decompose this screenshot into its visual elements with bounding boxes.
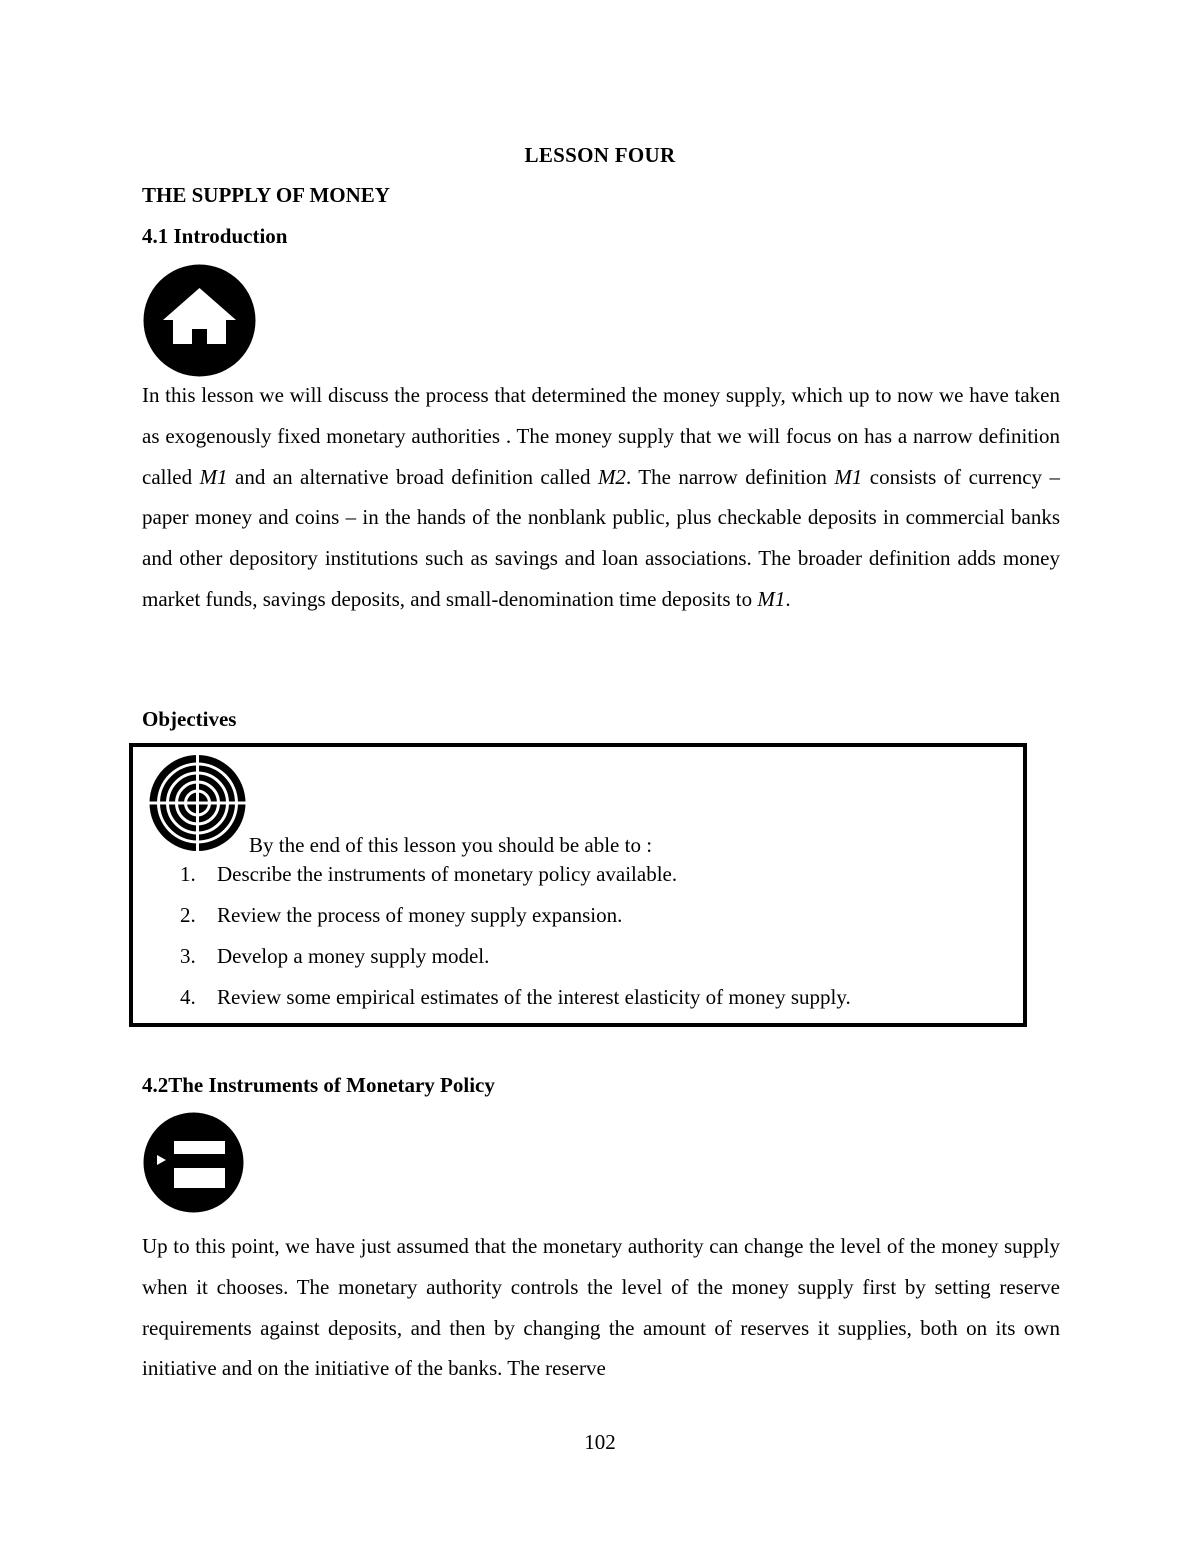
instruments-paragraph: Up to this point, we have just assumed that the monetary authority can change the level of the money supply when it chooses. The monetary authority controls the level of the money supply first by setting reserve requirements against deposits, and then by changing the amount of reserves it supplies, both on its own initiative and on the initiative of the banks. The reserve (142, 1234, 1060, 1381)
page-number: 102 (584, 1430, 616, 1454)
lesson-title: LESSON FOUR (524, 143, 676, 167)
list-item: 1. Describe the instruments of monetary policy available. (180, 862, 678, 886)
chapter-title: THE SUPPLY OF MONEY (142, 183, 390, 207)
objectives-heading: Objectives (142, 707, 237, 731)
target-icon (146, 754, 249, 852)
introduction-paragraph: In this lesson we will discuss the process that determined the money supply, which up to now we have taken as exogenously fixed monetary authorities . The money supply that we will focus on has a narrow definition called M1 and an alternative broad definition called M2. The narrow definition M1 consists of currency – paper money and coins – in the hands of the nonblank public, plus checkable deposits in commercial banks and other depository institutions such as savings and loan associations. The broader definition adds money market funds, savings deposits, and small-denomination time deposits to M1. (142, 383, 1060, 611)
list-item: 2. Review the process of money supply expansion. (180, 903, 623, 927)
section-heading-introduction: 4.1 Introduction (142, 224, 288, 248)
objectives-list (180, 861, 851, 1025)
home-icon (143, 264, 256, 377)
objectives-intro: By the end of this lesson you should be able to : (249, 833, 653, 857)
list-item: 4. Review some empirical estimates of the interest elasticity of money supply. (180, 985, 851, 1009)
list-reading-icon (143, 1112, 244, 1213)
section-heading-instruments: 4.2The Instruments of Monetary Policy (142, 1073, 495, 1097)
list-item: 3. Develop a money supply model. (180, 944, 490, 968)
